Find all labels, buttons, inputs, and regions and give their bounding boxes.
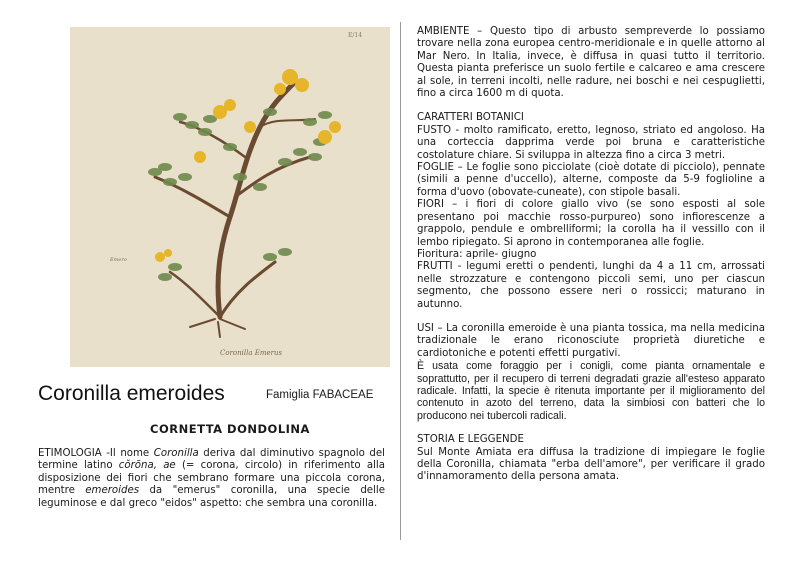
coronilla-drawing <box>70 27 390 367</box>
plant-family: Famiglia FABACEAE <box>266 389 374 401</box>
right-column <box>417 26 765 484</box>
etimologia-paragraph: ETIMOLOGIA -Il nome Coronilla deriva dal diminutivo spagnolo del termine latino cŏrōna, ae (= corona, circolo) in riferimento alla disposizione dei fiori che sembrano formare una piccola corona, mentre emeroides da "emerus" coronilla, una specie delle leguminose e dal greco "eidos" aspetto: che sembra una coronilla. <box>38 448 385 509</box>
frutti-paragraph: FRUTTI - legumi eretti o pendenti, lunghi da 4 a 11 cm, arrossati nelle strozzature e contengono piccoli semi, uno per ciascun segmento, che possono essere neri o rossicci; maturano in autunno. <box>417 261 765 310</box>
fusto-paragraph: FUSTO - molto ramificato, eretto, legnoso, striato ed angoloso. Ha una corteccia dapprima verde poi bruna e caratteristiche costolature chiare. Si sviluppa in altezza fino a circa 3 metri. <box>417 124 765 161</box>
column-divider <box>400 22 401 540</box>
svg-text:Coronilla Emerus: Coronilla Emerus <box>220 349 283 357</box>
storia-heading: STORIA E LEGGENDE <box>417 434 524 446</box>
plant-title: Coronilla emeroides <box>38 382 225 405</box>
fioritura-line: Fioritura: aprile- giugno <box>417 248 537 260</box>
usi-paragraph: USI – La coronilla emeroide è una pianta tossica, ma nella medicina tradizionale le erano riconosciute proprietà diuretiche e cardiotoniche e potenti effetti purgativi. <box>417 322 765 359</box>
ambiente-paragraph: AMBIENTE – Questo tipo di arbusto sempreverde lo possiamo trovare nella zona europea centro-meridionale e in quelle attorno al Mar Nero. In Italia, invece, è diffusa in quasi tutto il territorio. Questa pianta preferisce un suolo fertile e calcareo e ama crescere al sole, in terreni incolti, nelle radure, nei boschi e nei cespuglietti, fino a circa 1600 m di quota. <box>417 26 765 100</box>
caratteri-heading: CARATTERI BOTANICI <box>417 112 524 124</box>
foglie-paragraph: FOGLIE – Le foglie sono picciolate (cioè dotate di picciolo), pennate (simili a penne d'uccello), alterne, composte da 5-9 foglioline a forma d'uovo (obovate-cuneate), con stipole basali. <box>417 162 765 198</box>
common-name: CORNETTA DONDOLINA <box>150 422 310 436</box>
fiori-paragraph: FIORI – i fiori di colore giallo vivo (se sono esposti al sole presentano poi macchie rosso-purpureo) sono infiorescenze a grappolo, pendule e ombrelliformi; la corolla ha il vessillo con il lembo ripiegato. Si aprono in contemporanea alle foglie. <box>417 199 765 248</box>
botanical-illustration <box>70 27 390 367</box>
svg-text:E/14: E/14 <box>348 32 363 39</box>
svg-text:Emero: Emero <box>110 257 127 263</box>
storia-paragraph: Sul Monte Amiata era diffusa la tradizione di impiegare le foglie della Coronilla, chiamata "erba dell'amore", per verificare il grado d'innamoramento della persona amata. <box>417 446 765 483</box>
usi-paragraph-2: È usata come foraggio per i conigli, come pianta ornamentale e soprattutto, per il recupero di terreni degradati grazie all'esteso apparato radicale. Infatti, la specie è ritenuta importante per il miglioramento del contenuto in azoto del terreno, data la simbiosi con batteri che lo producono nei tubercoli radicali. <box>417 360 765 422</box>
